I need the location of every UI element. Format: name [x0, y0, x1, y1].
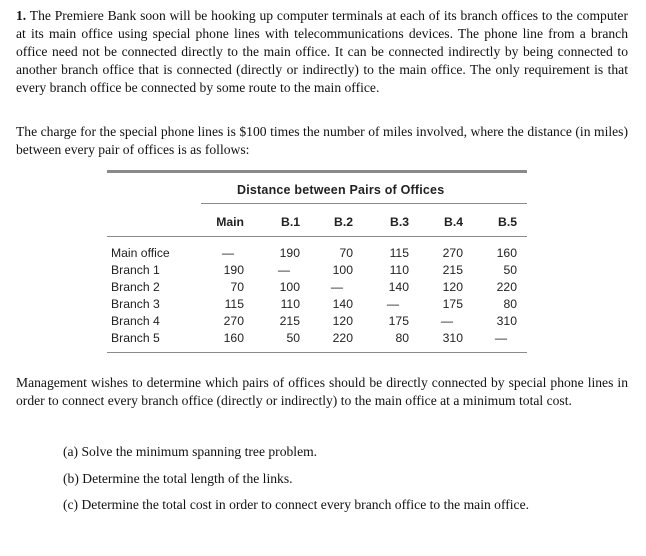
table-cell: 215	[442, 263, 463, 277]
table-cell: —	[494, 331, 508, 345]
table-cell: 70	[230, 280, 244, 294]
table-title-rule	[201, 203, 527, 204]
table-title: Distance between Pairs of Offices	[237, 183, 445, 197]
table-cell: 100	[279, 280, 300, 294]
problem-intro-text: The Premiere Bank soon will be hooking up computer terminals at each of its branch offices to the computer at its main office using special phone lines with telecommunications devices. The phone line from a branch office need not be connected directly to the main office. It can be connected indirectly by being connected to another branch office that is connected (directly or indirectly) to the main office. The only requirement is that every branch office be connected by some route to the main office.	[16, 8, 628, 95]
management-paragraph: Management wishes to determine which pairs of offices should be directly connected by special phone lines in order to connect every branch office (directly or indirectly) to the main office at a minimum total cost.	[16, 375, 628, 408]
table-cell: 50	[286, 331, 300, 345]
problem-intro	[16, 7, 628, 97]
row-label: Branch 2	[111, 280, 160, 294]
table-cell: 140	[332, 297, 353, 311]
row-label: Main office	[111, 246, 170, 260]
table-cell: 190	[279, 246, 300, 260]
table-cell: 110	[280, 297, 300, 311]
table-cell: 120	[332, 314, 353, 328]
question-c: (c) Determine the total cost in order to connect every branch office to the main office.	[63, 497, 530, 512]
table-cell: 310	[442, 331, 463, 345]
table-cell: 115	[224, 297, 244, 311]
table-cell: 220	[332, 331, 353, 345]
table-cell: 100	[332, 263, 353, 277]
problem-number: 1.	[16, 8, 27, 23]
col-header-b2: B.2	[334, 215, 353, 229]
table-header-rule	[107, 236, 527, 237]
table-cell: 270	[223, 314, 244, 328]
col-header-b5: B.5	[498, 215, 517, 229]
table-cell: 190	[223, 263, 244, 277]
table-cell: 50	[503, 263, 517, 277]
table-cell: 215	[279, 314, 300, 328]
table-cell: 175	[388, 314, 409, 328]
table-cell: 160	[496, 246, 517, 260]
table-cell: —	[440, 314, 454, 328]
table-cell: 80	[503, 297, 517, 311]
col-header-b1: B.1	[281, 215, 300, 229]
col-header-main: Main	[216, 215, 244, 229]
row-label: Branch 3	[111, 297, 160, 311]
table-cell: —	[330, 280, 344, 294]
table-top-rule	[107, 170, 527, 173]
row-label: Branch 4	[111, 314, 160, 328]
table-bottom-rule	[107, 352, 527, 353]
table-cell: —	[277, 263, 291, 277]
table-cell: —	[386, 297, 400, 311]
table-cell: 70	[339, 246, 353, 260]
table-cell: 220	[496, 280, 517, 294]
table-cell: 310	[496, 314, 517, 328]
row-label: Branch 5	[111, 331, 160, 345]
row-label: Branch 1	[111, 263, 160, 277]
table-cell: 110	[389, 263, 409, 277]
table-cell: 270	[442, 246, 463, 260]
question-b: (b) Determine the total length of the links.	[63, 471, 293, 486]
table-cell: 175	[442, 297, 463, 311]
table-cell: 140	[388, 280, 409, 294]
table-cell: 80	[395, 331, 409, 345]
question-a: (a) Solve the minimum spanning tree problem.	[63, 444, 318, 459]
table-cell: —	[221, 246, 235, 260]
table-cell: 120	[442, 280, 463, 294]
col-header-b4: B.4	[444, 215, 463, 229]
table-cell: 160	[223, 331, 244, 345]
table-cell: 115	[389, 246, 409, 260]
distance-table	[107, 170, 527, 354]
col-header-b3: B.3	[390, 215, 409, 229]
charge-paragraph: The charge for the special phone lines is $100 times the number of miles involved, where the distance (in miles) between every pair of offices is as follows:	[16, 124, 628, 157]
